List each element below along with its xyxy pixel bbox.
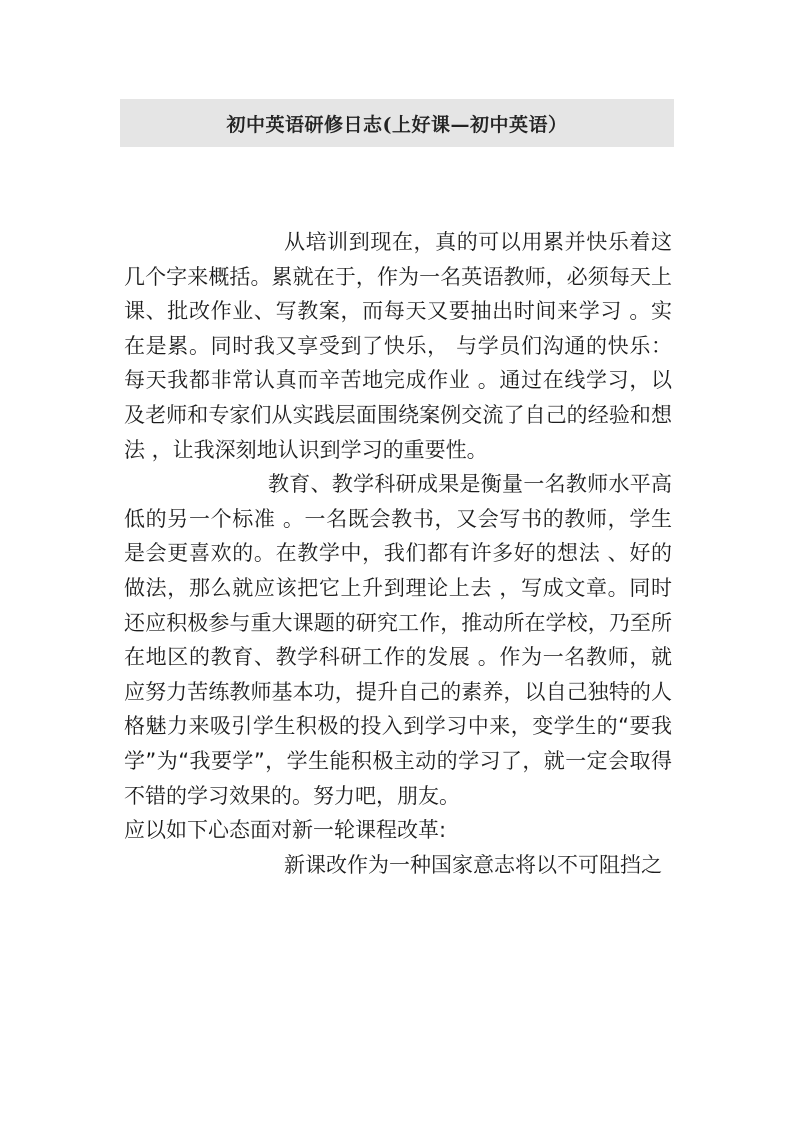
paragraph-2: 教育、教学科研成果是衡量一名教师水平高低的另一个标准 。一名既会教书，又会写书的教师，学生是会更喜欢的。在教学中，我们都有许多好的想法 、好的做法，那么就应该把它上升到理论上去 ，写成文章。同时还应积极参与重大课题的研究工作，推动所在学校，乃至所在地区的教育、教学科研工作的发展 。作为一名教师，就应努力苦练教师基本功，提升自己的素养，以自己独特的人格魅力来吸引学生积极的投入到学习中来，变学生的“要我学”为“我要学”，学生能积极主动的学习了，就一定会取得不错的学习效果的。努力吧，朋友。 [124,472,672,808]
document-title: 初中英语研修日志(上好课—初中英语） [226,113,568,136]
document-body [124,225,672,882]
paragraph-1: 从培训到现在，真的可以用累并快乐着这几个字来概括。累就在于，作为一名英语教师，必须每天上课、批改作业、写教案，而每天又要抽出时间来学习 。实在是累。同时我又享受到了快乐， 与学员们沟通的快乐：每天我都非常认真而辛苦地完成作业 。通过在线学习，以及老师和专家们从实践层面围绕案例交流了自己的经验和想法 ，让我深刻地认识到学习的重要性。 [124,230,672,462]
paragraph-3: 应以如下心态面对新一轮课程改革: [124,818,447,843]
paragraph-4: 新课改作为一种国家意志将以不可阻挡之 [284,852,662,877]
title-banner [120,99,674,147]
